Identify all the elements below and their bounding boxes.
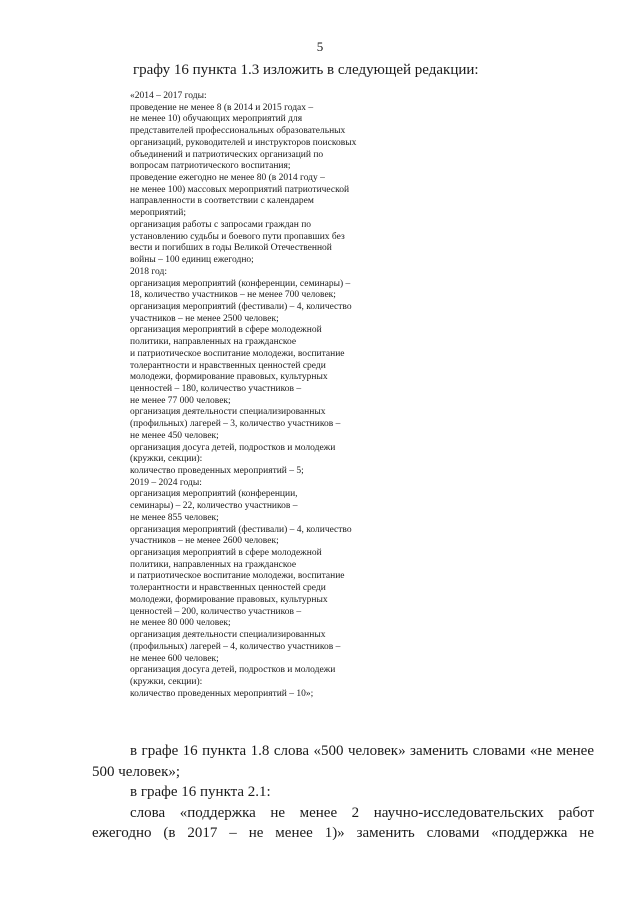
quote-line: вести и погибших в годы Великой Отечественной	[130, 243, 332, 254]
paragraph-2: в графе 16 пункта 2.1:	[130, 784, 271, 800]
quote-line: организация мероприятий в сфере молодежной	[130, 548, 322, 559]
quote-line: толерантности и нравственных ценностей среди	[130, 583, 326, 594]
quote-line: количество проведенных мероприятий – 10»;	[130, 688, 314, 699]
quote-line: (профильных) лагерей – 4, количество участников –	[130, 641, 341, 652]
quote-line: ценностей – 180, количество участников –	[130, 383, 302, 394]
quote-line: молодежи, формирование правовых, культурных	[130, 594, 328, 605]
quote-line: организация мероприятий в сфере молодежной	[130, 325, 322, 336]
quote-line: проведение не менее 8 (в 2014 и 2015 годах –	[130, 102, 314, 113]
quoted-text-block	[130, 91, 430, 700]
quote-line: организация досуга детей, подростков и молодежи	[130, 665, 336, 676]
quote-line: толерантности и нравственных ценностей среди	[130, 360, 326, 371]
quote-line: количество проведенных мероприятий – 5;	[130, 466, 304, 476]
quote-line: не менее 80 000 человек;	[130, 618, 231, 629]
quote-line: организация досуга детей, подростков и молодежи	[130, 442, 336, 453]
quote-line: организация мероприятий (конференции, семинары) –	[130, 278, 351, 289]
quote-line: и патриотическое воспитание молодежи, воспитание	[130, 348, 345, 359]
quote-line: (профильных) лагерей – 3, количество участников –	[130, 419, 341, 430]
quote-line: вопросам патриотического воспитания;	[130, 161, 291, 172]
quote-line: не менее 855 человек;	[130, 512, 219, 523]
page-number: 5	[316, 39, 324, 54]
quote-line: мероприятий;	[130, 208, 186, 219]
intro-paragraph: графу 16 пункта 1.3 изложить в следующей редакции:	[133, 62, 479, 78]
paragraph-3-line-1: слова «поддержка не менее 2 научно-исследовательских работ	[130, 804, 594, 821]
quote-line: участников – не менее 2600 человек;	[130, 536, 279, 547]
quote-line: объединений и патриотических организаций по	[130, 149, 324, 160]
paragraph-1-line-2: 500 человек»;	[92, 763, 181, 780]
quote-line: семинары) – 22, количество участников –	[130, 501, 298, 512]
quote-line: 2019 – 2024 годы:	[130, 477, 202, 488]
quote-line: политики, направленных на гражданское	[130, 559, 297, 570]
quote-line: направленности в соответствии с календарем	[130, 196, 314, 207]
quote-line: организаций, руководителей и инструкторов поисковых	[130, 137, 357, 148]
quote-line: организация работы с запросами граждан по	[130, 219, 312, 230]
quote-line: ценностей – 200, количество участников –	[130, 606, 302, 617]
quote-line: не менее 450 человек;	[130, 430, 219, 441]
quote-line: представителей профессиональных образовательных	[130, 126, 346, 137]
quote-line: войны – 100 единиц ежегодно;	[130, 255, 254, 266]
quote-line: проведение ежегодно не менее 80 (в 2014 году –	[130, 173, 325, 184]
tail-paragraphs	[92, 741, 594, 844]
quote-line: участников – не менее 2500 человек;	[130, 313, 279, 324]
quote-line: не менее 10) обучающих мероприятий для	[130, 114, 303, 125]
quote-line: 18, количество участников – не менее 700 человек;	[130, 290, 336, 301]
quote-line: (кружки, секции):	[130, 454, 203, 465]
quote-line: организация мероприятий (конференции,	[130, 489, 298, 500]
quote-line: организация мероприятий (фестивали) – 4, количество	[130, 301, 352, 312]
quote-line: не менее 600 человек;	[130, 653, 219, 664]
quote-line: «2014 – 2017 годы:	[130, 91, 207, 101]
quote-line: установлению судьбы и боевого пути пропавших без	[130, 231, 345, 242]
quote-line: не менее 100) массовых мероприятий патриотической	[130, 184, 350, 195]
quote-line: (кружки, секции):	[130, 676, 203, 687]
quote-line: организация мероприятий (фестивали) – 4, количество	[130, 524, 352, 535]
quote-line: организация деятельности специализированных	[130, 407, 326, 418]
quote-line: и патриотическое воспитание молодежи, воспитание	[130, 571, 345, 582]
quote-line: молодежи, формирование правовых, культурных	[130, 372, 328, 383]
paragraph-3-line-2: ежегодно (в 2017 – не менее 1)» заменить словами «поддержка не	[92, 825, 594, 841]
quote-line: не менее 77 000 человек;	[130, 395, 231, 406]
quote-line: политики, направленных на гражданское	[130, 337, 297, 348]
quote-line: 2018 год:	[130, 266, 167, 277]
quote-line: организация деятельности специализированных	[130, 630, 326, 641]
paragraph-1-line-1: в графе 16 пункта 1.8 слова «500 человек» заменить словами «не менее	[130, 743, 594, 759]
